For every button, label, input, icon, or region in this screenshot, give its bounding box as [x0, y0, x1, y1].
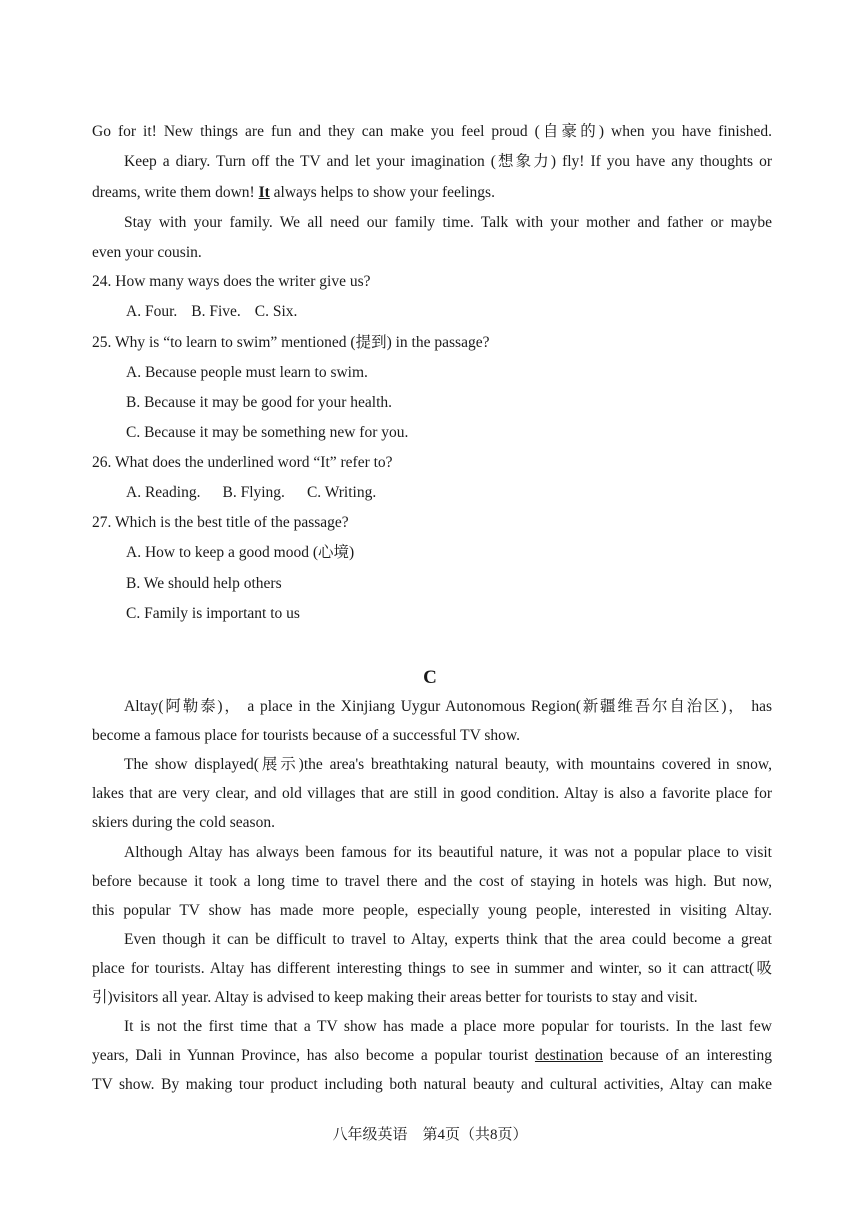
- option-b[interactable]: B. Five.: [191, 303, 241, 320]
- para2-text-post: always helps to show your feelings.: [269, 184, 495, 201]
- option-c[interactable]: C. Writing.: [306, 484, 377, 501]
- line-text-post: because of an interesting: [602, 1047, 772, 1064]
- passage-c-line: Although Altay has always been famous for its beautiful nature, it was not a popular place to visit: [124, 844, 772, 861]
- passage-c-line: skiers during the cold season.: [92, 814, 275, 831]
- option-b[interactable]: B. Flying.: [222, 484, 285, 501]
- question-25-option-c[interactable]: C. Because it may be something new for you.: [126, 424, 409, 441]
- passage-c-line: Altay(阿勒泰)， a place in the Xinjiang Uygur Autonomous Region(新疆维吾尔自治区)， has: [124, 698, 772, 715]
- passage-c-line: this popular TV show has made more people, especially young people, interested in visiting Altay.: [92, 902, 772, 919]
- passage-b-para3-line2: even your cousin.: [92, 244, 202, 261]
- section-c-heading: C: [423, 667, 437, 688]
- underlined-destination: destination: [534, 1047, 603, 1064]
- question-25-stem: 25. Why is “to learn to swim” mentioned (提到) in the passage?: [92, 334, 490, 351]
- question-26-options: [126, 483, 398, 503]
- option-a[interactable]: A. Four.: [126, 303, 178, 320]
- question-27-option-a[interactable]: A. How to keep a good mood (心境): [126, 544, 355, 561]
- question-27-option-b[interactable]: B. We should help others: [126, 575, 282, 592]
- passage-b-para3-line1: Stay with your family. We all need our family time. Talk with your mother and father or maybe: [124, 214, 772, 231]
- passage-c-line: It is not the first time that a TV show has made a place more popular for tourists. In the last few: [124, 1018, 772, 1035]
- question-27-stem: 27. Which is the best title of the passage?: [92, 514, 349, 531]
- para2-text-pre: dreams, write them down!: [92, 184, 259, 201]
- passage-b-para2-line2: [92, 183, 495, 203]
- question-24-stem: 24. How many ways does the writer give us?: [92, 273, 371, 290]
- passage-c-line: lakes that are very clear, and old villages that are still in good condition. Altay is also a favorite place for: [92, 785, 772, 802]
- question-27-option-c[interactable]: C. Family is important to us: [126, 605, 300, 622]
- page-footer: 八年级英语 第4页（共8页）: [332, 1127, 528, 1143]
- passage-b-para2-line1: Keep a diary. Turn off the TV and let your imagination (想象力) fly! If you have any thoughts or: [124, 153, 772, 170]
- question-24-options: [126, 302, 311, 322]
- passage-c-line: The show displayed(展示)the area's breathtaking natural beauty, with mountains covered in snow,: [124, 756, 772, 773]
- option-c[interactable]: C. Six.: [254, 303, 298, 320]
- question-26-stem: 26. What does the underlined word “It” refer to?: [92, 454, 393, 471]
- passage-c-line: TV show. By making tour product including both natural beauty and cultural activities, Altay can make: [92, 1076, 772, 1093]
- question-25-option-a[interactable]: A. Because people must learn to swim.: [126, 364, 368, 381]
- passage-c-line-destination: [92, 1046, 772, 1066]
- line-text-pre: years, Dali in Yunnan Province, has also become a popular tourist: [92, 1047, 535, 1064]
- passage-c-line: Even though it can be difficult to travel to Altay, experts think that the area could become a great: [124, 931, 772, 948]
- passage-b-para1: Go for it! New things are fun and they can make you feel proud (自豪的) when you have finished.: [92, 123, 772, 140]
- passage-c-line: 引)visitors all year. Altay is advised to keep making their areas better for tourists to stay and visit.: [92, 989, 698, 1006]
- question-25-option-b[interactable]: B. Because it may be good for your health.: [126, 394, 393, 411]
- passage-c-line: place for tourists. Altay has different interesting things to see in summer and winter, so it can attract(吸: [92, 960, 772, 977]
- passage-c-line: before because it took a long time to travel there and the cost of staying in hotels was high. But now,: [92, 873, 772, 890]
- option-a[interactable]: A. Reading.: [126, 484, 201, 501]
- passage-c-line: become a famous place for tourists because of a successful TV show.: [92, 727, 520, 744]
- underlined-it: It: [258, 184, 270, 201]
